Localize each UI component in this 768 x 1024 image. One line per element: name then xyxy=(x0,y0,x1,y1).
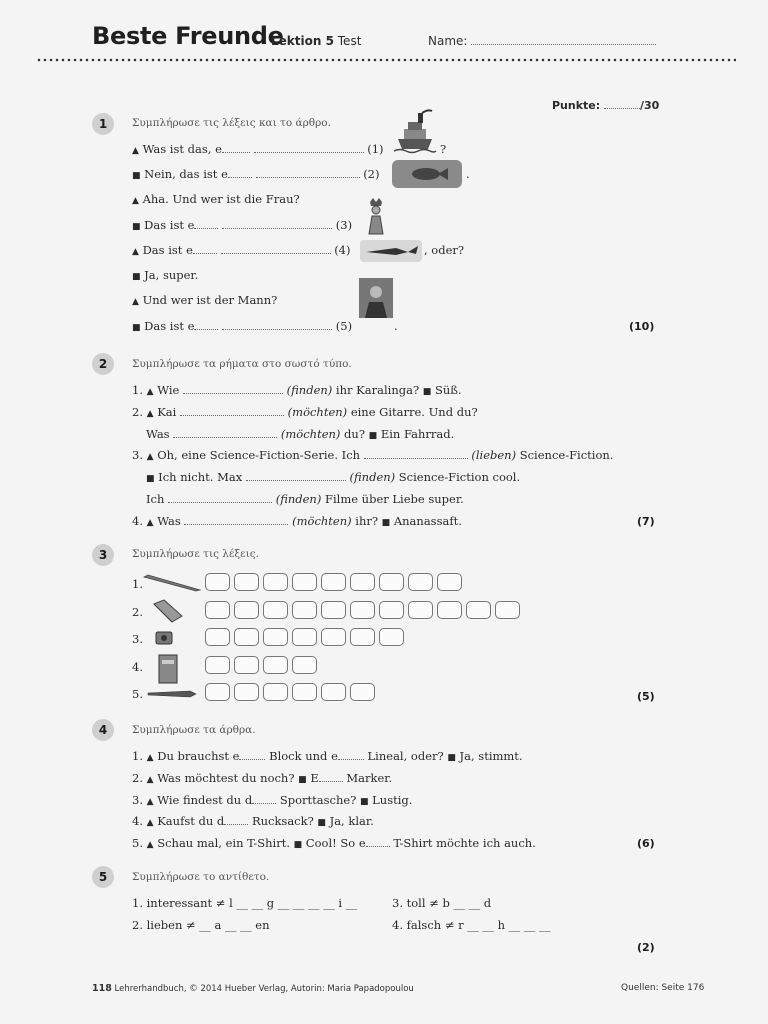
letter-box[interactable] xyxy=(263,683,288,701)
list-item xyxy=(132,793,412,807)
line-text: Was ist das, e xyxy=(142,142,222,156)
letter-box[interactable] xyxy=(234,656,259,674)
verb-hint: (möchten) xyxy=(292,514,352,528)
list-item xyxy=(132,192,300,206)
letter-box[interactable] xyxy=(321,628,346,646)
page-number: 118 xyxy=(92,983,112,994)
answer-blank[interactable] xyxy=(366,836,390,847)
footer-sources: Quellen: Seite 176 xyxy=(621,983,705,993)
line-text: Lineal, oder? xyxy=(367,749,444,763)
square-icon: ■ xyxy=(447,753,456,763)
letter-box[interactable] xyxy=(408,601,433,619)
line-end: ? xyxy=(440,142,447,156)
score-blank[interactable] xyxy=(604,100,640,109)
answer-blank[interactable] xyxy=(252,793,276,804)
list-item xyxy=(132,319,352,333)
line-text: Cool! So e xyxy=(305,836,366,850)
fish-icon xyxy=(392,160,462,188)
name-field[interactable] xyxy=(428,34,656,48)
triangle-icon: ▲ xyxy=(146,753,154,763)
letter-box[interactable] xyxy=(466,601,491,619)
answer-blank[interactable] xyxy=(256,167,360,178)
line-text: Das ist e xyxy=(144,319,195,333)
line-text: Schau mal, ein T-Shirt. xyxy=(157,836,290,850)
letter-boxes xyxy=(205,601,520,619)
line-text: ihr Karalinga? xyxy=(335,383,420,397)
lesson-label xyxy=(271,34,361,48)
answer-blank[interactable] xyxy=(193,243,217,254)
list-item[interactable]: 3. toll ≠ b __ __ d xyxy=(392,896,492,910)
item-number: 3. xyxy=(132,793,143,807)
exercise-instruction: Συμπλήρωσε τα ρήματα στο σωστό τύπο. xyxy=(132,358,352,370)
letter-box[interactable] xyxy=(263,601,288,619)
line-text: Wie xyxy=(157,383,180,397)
man-portrait-icon xyxy=(359,278,393,318)
pencil-icon xyxy=(142,573,202,593)
letter-boxes xyxy=(205,683,375,701)
letter-box[interactable] xyxy=(205,656,230,674)
square-icon: ■ xyxy=(298,775,307,785)
line-text: Kaufst du d xyxy=(157,814,225,828)
answer-blank[interactable] xyxy=(183,383,283,394)
square-icon: ■ xyxy=(132,171,141,181)
letter-box[interactable] xyxy=(263,628,288,646)
list-item xyxy=(132,749,523,763)
exercise-points: (7) xyxy=(637,515,655,528)
answer-blank[interactable] xyxy=(180,405,284,416)
line-text: Das ist e xyxy=(144,218,195,232)
letter-box[interactable] xyxy=(234,601,259,619)
ship-icon xyxy=(392,107,438,155)
letter-box[interactable] xyxy=(205,573,230,591)
score-total xyxy=(552,99,659,112)
letter-box[interactable] xyxy=(263,656,288,674)
item-number: 3. xyxy=(132,448,143,462)
letter-box[interactable] xyxy=(495,601,520,619)
letter-box[interactable] xyxy=(321,601,346,619)
exercise-number: 1 xyxy=(92,113,114,135)
line-end: . xyxy=(466,167,470,181)
line-text: Ananassaft. xyxy=(393,514,462,528)
exercise-number: 3 xyxy=(92,544,114,566)
item-number: 5. xyxy=(132,836,143,850)
answer-blank[interactable] xyxy=(224,814,248,825)
line-text: Oh, eine Science-Fiction-Serie. Ich xyxy=(157,448,361,462)
triangle-icon: ▲ xyxy=(146,409,154,419)
letter-box[interactable] xyxy=(292,573,317,591)
lesson-type: Test xyxy=(337,34,362,48)
square-icon: ■ xyxy=(132,323,141,333)
answer-blank[interactable] xyxy=(184,514,288,525)
line-end: . xyxy=(394,319,398,333)
list-item xyxy=(146,492,464,506)
line-text: Was möchtest du noch? xyxy=(157,771,295,785)
item-number: 4. xyxy=(132,514,143,528)
row-label: 1. xyxy=(132,577,143,591)
row-label: 2. xyxy=(132,605,143,619)
line-text: eine Gitarre. Und du? xyxy=(350,405,478,419)
letter-box[interactable] xyxy=(437,573,462,591)
exercise-number: 5 xyxy=(92,866,114,888)
item-number: 4. xyxy=(132,814,143,828)
letter-box[interactable] xyxy=(350,573,375,591)
line-text: Science-Fiction. xyxy=(519,448,614,462)
list-item xyxy=(132,514,462,528)
list-item xyxy=(146,470,520,484)
exercise-instruction: Συμπλήρωσε τις λέξεις και το άρθρο. xyxy=(132,117,331,129)
triangle-icon: ▲ xyxy=(146,518,154,528)
diver-icon xyxy=(360,240,422,262)
pen-icon xyxy=(146,685,198,701)
verb-hint: (finden) xyxy=(275,492,322,506)
line-text: Ja, stimmt. xyxy=(459,749,523,763)
name-label: Name: xyxy=(428,34,468,48)
triangle-icon: ▲ xyxy=(146,387,154,397)
exercise-points: (10) xyxy=(629,320,655,333)
letter-box[interactable] xyxy=(292,656,317,674)
list-item[interactable]: 1. interessant ≠ l __ __ g __ __ __ __ i __ xyxy=(132,896,358,910)
answer-blank[interactable] xyxy=(239,749,265,760)
letter-box[interactable] xyxy=(234,683,259,701)
line-text: Und wer ist der Mann? xyxy=(142,293,278,307)
square-icon: ■ xyxy=(359,797,369,807)
letter-box[interactable] xyxy=(234,628,259,646)
list-item xyxy=(132,167,379,181)
row-label: 3. xyxy=(132,632,143,646)
triangle-icon: ▲ xyxy=(146,797,154,807)
letter-box[interactable] xyxy=(408,573,433,591)
square-icon: ■ xyxy=(132,272,141,282)
score-label: Punkte: xyxy=(552,99,601,112)
list-item xyxy=(132,448,613,462)
line-text: Ich xyxy=(146,492,165,506)
letter-box[interactable] xyxy=(379,628,404,646)
verb-hint: (lieben) xyxy=(471,448,517,462)
letter-boxes xyxy=(205,573,462,591)
sharpener-icon xyxy=(153,629,177,647)
exercise-instruction: Συμπλήρωσε το αντίθετο. xyxy=(132,871,270,883)
verb-hint: (möchten) xyxy=(287,405,348,419)
letter-box[interactable] xyxy=(350,683,375,701)
answer-blank[interactable] xyxy=(364,448,468,459)
list-item xyxy=(132,218,352,232)
item-tag: (3) xyxy=(335,218,353,232)
line-text: Filme über Liebe super. xyxy=(324,492,464,506)
answer-blank[interactable] xyxy=(246,470,346,481)
triangle-icon: ▲ xyxy=(146,818,154,828)
square-icon: ■ xyxy=(293,840,303,850)
item-tag: (1) xyxy=(367,142,384,156)
header-divider xyxy=(36,58,736,62)
answer-blank[interactable] xyxy=(194,218,218,229)
triangle-icon: ▲ xyxy=(132,146,139,156)
item-tag: (2) xyxy=(363,167,380,181)
item-number: 1. xyxy=(132,749,143,763)
item-number: 2. xyxy=(132,405,143,419)
answer-blank[interactable] xyxy=(254,142,364,153)
square-icon: ■ xyxy=(368,431,378,441)
letter-box[interactable] xyxy=(205,628,230,646)
verb-hint: (finden) xyxy=(349,470,396,484)
list-item xyxy=(132,836,536,850)
line-text: Kai xyxy=(157,405,177,419)
eraser-icon xyxy=(150,598,184,624)
line-text: Ja, super. xyxy=(144,268,199,282)
triangle-icon: ▲ xyxy=(146,775,154,785)
list-item xyxy=(132,383,462,397)
letter-box[interactable] xyxy=(205,601,230,619)
line-text: E xyxy=(310,771,319,785)
line-text: T-Shirt möchte ich auch. xyxy=(393,836,536,850)
answer-blank[interactable] xyxy=(222,218,332,229)
line-text: du? xyxy=(344,427,365,441)
footer-credit: Lehrerhandbuch, © 2014 Hueber Verlag, Autorin: Maria Papadopoulou xyxy=(114,984,414,994)
answer-blank[interactable] xyxy=(173,427,277,438)
footer xyxy=(92,983,414,994)
exercise-points: (5) xyxy=(637,690,655,703)
square-icon: ■ xyxy=(317,818,326,828)
verb-hint: (möchten) xyxy=(280,427,341,441)
letter-boxes xyxy=(205,656,317,674)
exercise-number: 2 xyxy=(92,353,114,375)
exercise-instruction: Συμπλήρωσε τις λέξεις. xyxy=(132,548,259,560)
letter-box[interactable] xyxy=(292,628,317,646)
list-item xyxy=(132,268,198,282)
letter-box[interactable] xyxy=(350,601,375,619)
row-label: 4. xyxy=(132,660,143,674)
list-item xyxy=(132,771,392,785)
line-text: Das ist e xyxy=(142,243,193,257)
square-icon: ■ xyxy=(146,474,155,484)
line-text: Marker. xyxy=(346,771,393,785)
line-text: Lustig. xyxy=(372,793,413,807)
list-item xyxy=(146,427,454,441)
answer-blank[interactable] xyxy=(338,749,364,760)
answer-blank[interactable] xyxy=(222,319,332,330)
line-end: , oder? xyxy=(424,243,465,257)
lesson-number: Lektion 5 xyxy=(271,34,334,48)
line-text: ihr? xyxy=(355,514,379,528)
exercise-points: (6) xyxy=(637,837,655,850)
item-tag: (4) xyxy=(334,243,351,257)
line-text: Rucksack? xyxy=(251,814,314,828)
item-tag: (5) xyxy=(335,319,353,333)
answer-blank[interactable] xyxy=(319,771,343,782)
triangle-icon: ▲ xyxy=(132,196,139,206)
line-text: Nein, das ist e xyxy=(144,167,228,181)
line-text: Was xyxy=(146,427,170,441)
answer-blank[interactable] xyxy=(228,167,252,178)
square-icon: ■ xyxy=(381,518,391,528)
answer-blank[interactable] xyxy=(222,142,250,153)
list-item xyxy=(132,142,384,156)
line-text: Du brauchst e xyxy=(157,749,240,763)
list-item[interactable]: 4. falsch ≠ r __ __ h __ __ __ xyxy=(392,918,551,932)
line-text: Ein Fahrrad. xyxy=(380,427,455,441)
triangle-icon: ▲ xyxy=(146,452,154,462)
notebook-icon xyxy=(157,654,179,684)
row-label: 5. xyxy=(132,687,143,701)
list-item xyxy=(132,243,350,257)
letter-box[interactable] xyxy=(437,601,462,619)
queen-icon xyxy=(363,196,389,236)
triangle-icon: ▲ xyxy=(132,297,139,307)
exercise-instruction: Συμπλήρωσε τα άρθρα. xyxy=(132,724,256,736)
square-icon: ■ xyxy=(422,387,432,397)
answer-blank[interactable] xyxy=(168,492,272,503)
score-max: /30 xyxy=(640,99,660,112)
exercise-number: 4 xyxy=(92,719,114,741)
verb-hint: (finden) xyxy=(286,383,333,397)
line-text: Wie findest du d xyxy=(157,793,253,807)
letter-box[interactable] xyxy=(321,683,346,701)
letter-box[interactable] xyxy=(263,573,288,591)
letter-box[interactable] xyxy=(234,573,259,591)
list-item xyxy=(132,293,277,307)
triangle-icon: ▲ xyxy=(146,840,154,850)
list-item xyxy=(132,405,478,419)
answer-blank[interactable] xyxy=(221,243,331,254)
name-blank[interactable] xyxy=(471,34,656,45)
list-item xyxy=(132,814,374,828)
letter-box[interactable] xyxy=(379,573,404,591)
letter-box[interactable] xyxy=(292,683,317,701)
letter-box[interactable] xyxy=(379,601,404,619)
line-text: Süß. xyxy=(434,383,462,397)
line-text: Ja, klar. xyxy=(329,814,374,828)
line-text: Aha. Und wer ist die Frau? xyxy=(142,192,300,206)
letter-box[interactable] xyxy=(321,573,346,591)
line-text: Science-Fiction cool. xyxy=(398,470,521,484)
page-title: Beste Freunde xyxy=(92,22,284,50)
letter-box[interactable] xyxy=(350,628,375,646)
square-icon: ■ xyxy=(132,222,141,232)
answer-blank[interactable] xyxy=(194,319,218,330)
item-number: 1. xyxy=(132,383,143,397)
line-text: Ich nicht. Max xyxy=(158,470,243,484)
line-text: Sporttasche? xyxy=(279,793,357,807)
letter-boxes xyxy=(205,628,404,646)
line-text: Block und e xyxy=(269,749,338,763)
letter-box[interactable] xyxy=(205,683,230,701)
line-text: Was xyxy=(157,514,181,528)
item-number: 2. xyxy=(132,771,143,785)
triangle-icon: ▲ xyxy=(132,247,139,257)
exercise-points: (2) xyxy=(637,941,655,954)
list-item[interactable]: 2. lieben ≠ __ a __ __ en xyxy=(132,918,270,932)
letter-box[interactable] xyxy=(292,601,317,619)
